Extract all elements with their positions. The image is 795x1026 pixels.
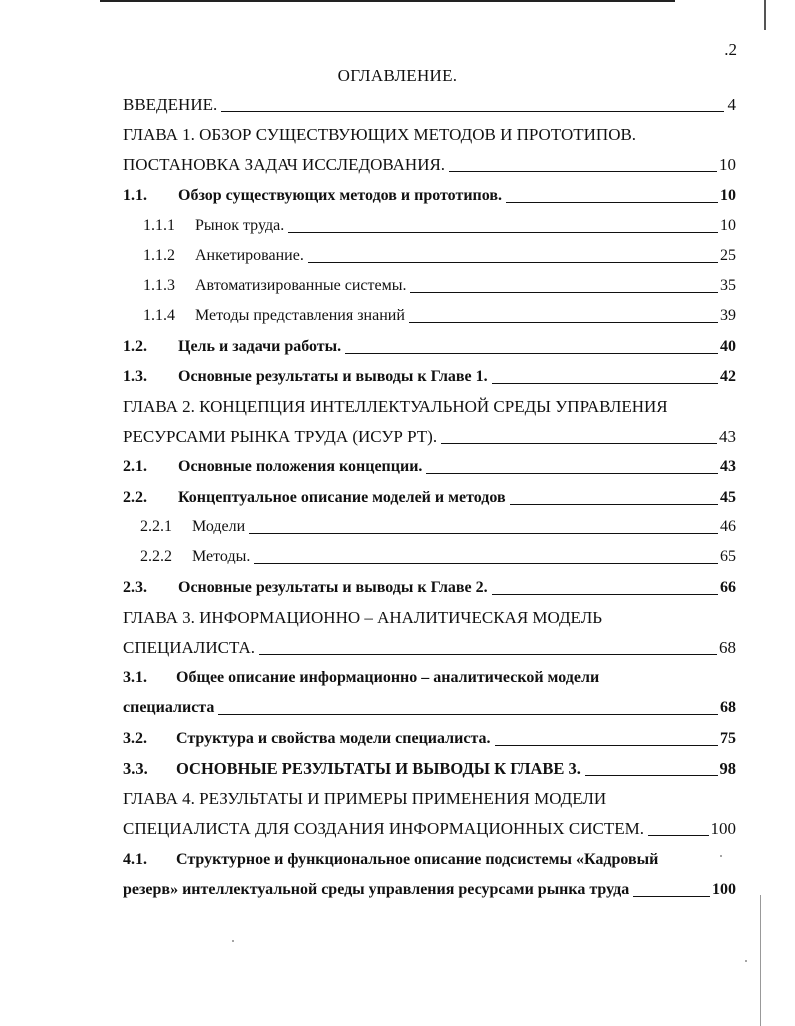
toc-page-number: 45 bbox=[720, 489, 736, 506]
toc-entry-chapter-1[interactable] bbox=[123, 155, 736, 175]
toc-entry-1-3[interactable] bbox=[123, 367, 736, 387]
section-number: 3.1. bbox=[123, 669, 147, 686]
toc-entry-2-2[interactable] bbox=[123, 488, 736, 508]
scan-speck bbox=[745, 960, 747, 962]
section-number: 2.2. bbox=[123, 489, 147, 506]
toc-page-number: 39 bbox=[720, 307, 736, 324]
toc-entry-intro[interactable] bbox=[123, 95, 736, 115]
toc-entry-2-1[interactable] bbox=[123, 457, 736, 477]
toc-page-number: 75 bbox=[720, 730, 736, 747]
dot-leader bbox=[259, 654, 717, 655]
toc-page-number: 10 bbox=[720, 217, 736, 234]
toc-entry-label: специалиста bbox=[123, 699, 215, 716]
toc-chapter-3-line1: ГЛАВА 3. ИНФОРМАЦИОННО – АНАЛИТИЧЕСКАЯ МОДЕЛЬ bbox=[123, 608, 602, 627]
toc-entry-label: Анкетирование. bbox=[195, 247, 304, 264]
dot-leader bbox=[426, 473, 718, 474]
dot-leader bbox=[409, 322, 718, 323]
section-number: 3.2. bbox=[123, 730, 147, 747]
section-number: 4.1. bbox=[123, 851, 147, 868]
dot-leader bbox=[218, 714, 718, 715]
toc-entry-label: РЕСУРСАМИ РЫНКА ТРУДА (ИСУР РТ). bbox=[123, 427, 438, 446]
top-rule bbox=[100, 0, 675, 2]
dot-leader bbox=[441, 443, 717, 444]
dot-leader bbox=[254, 563, 718, 564]
toc-entry-label: Автоматизированные системы. bbox=[195, 277, 407, 294]
toc-entry-3-1-line1 bbox=[123, 668, 599, 688]
toc-page-number: 10 bbox=[720, 187, 736, 204]
dot-leader bbox=[221, 111, 724, 112]
toc-page-number: 4 bbox=[727, 95, 736, 114]
toc-page-number: 68 bbox=[720, 699, 736, 716]
toc-entry-1-2[interactable] bbox=[123, 337, 736, 357]
dot-leader bbox=[648, 835, 708, 836]
toc-entry-1-1[interactable] bbox=[123, 186, 736, 206]
toc-page-number: 25 bbox=[720, 247, 736, 264]
toc-page-number: 10 bbox=[719, 155, 736, 174]
toc-entry-label: Структурное и функциональное описание подсистемы «Кадровый bbox=[176, 851, 659, 868]
toc-page-number: 35 bbox=[720, 277, 736, 294]
dot-leader bbox=[492, 594, 718, 595]
section-number: 3.3. bbox=[123, 759, 148, 778]
toc-entry-label: ПОСТАНОВКА ЗАДАЧ ИССЛЕДОВАНИЯ. bbox=[123, 155, 446, 174]
toc-entry-2-3[interactable] bbox=[123, 578, 736, 598]
dot-leader bbox=[633, 896, 710, 897]
toc-page-number: 66 bbox=[720, 579, 736, 596]
toc-entry-label: Основные положения концепции. bbox=[178, 458, 423, 475]
toc-chapter-4-line1: ГЛАВА 4. РЕЗУЛЬТАТЫ И ПРИМЕРЫ ПРИМЕНЕНИЯ МОДЕЛИ bbox=[123, 789, 607, 808]
dot-leader bbox=[345, 353, 718, 354]
toc-page-number: 46 bbox=[720, 518, 736, 535]
toc-entry-4-1-line1 bbox=[123, 850, 658, 870]
dot-leader bbox=[495, 745, 719, 746]
dot-leader bbox=[249, 533, 718, 534]
toc-entry-label: Обзор существующих методов и прототипов. bbox=[178, 187, 503, 204]
toc-page-number: 100 bbox=[712, 881, 736, 898]
page-number: .2 bbox=[724, 40, 737, 59]
dot-leader bbox=[506, 202, 718, 203]
toc-entry-label: СПЕЦИАЛИСТА. bbox=[123, 638, 256, 657]
toc-page-number: 98 bbox=[719, 759, 736, 778]
toc-entry-label: Модели bbox=[192, 518, 246, 535]
toc-entry-4-1[interactable] bbox=[123, 880, 736, 900]
toc-entry-3-1[interactable] bbox=[123, 698, 736, 718]
toc-entry-label: СПЕЦИАЛИСТА ДЛЯ СОЗДАНИЯ ИНФОРМАЦИОННЫХ СИСТЕМ. bbox=[123, 819, 645, 838]
toc-entry-chapter-2[interactable] bbox=[123, 427, 736, 447]
section-number: 2.2.2 bbox=[140, 548, 172, 565]
section-number: 1.1.4 bbox=[143, 307, 175, 324]
toc-entry-1-1-3[interactable] bbox=[143, 276, 736, 296]
page-title: ОГЛАВЛЕНИЕ. bbox=[337, 66, 458, 85]
section-number: 1.3. bbox=[123, 368, 147, 385]
toc-entry-label: Методы представления знаний bbox=[195, 307, 405, 324]
toc-entry-chapter-3[interactable] bbox=[123, 638, 736, 658]
toc-entry-2-2-1[interactable] bbox=[140, 517, 736, 537]
dot-leader bbox=[492, 383, 718, 384]
toc-chapter-1-line1: ГЛАВА 1. ОБЗОР СУЩЕСТВУЮЩИХ МЕТОДОВ И ПРОТОТИПОВ. bbox=[123, 125, 637, 144]
toc-page-number: 68 bbox=[719, 638, 736, 657]
dot-leader bbox=[510, 504, 718, 505]
scan-speck bbox=[720, 855, 722, 857]
toc-page-number: 40 bbox=[720, 338, 736, 355]
toc-entry-label: Цель и задачи работы. bbox=[178, 338, 342, 355]
toc-page-number: 100 bbox=[710, 819, 736, 838]
dot-leader bbox=[288, 232, 718, 233]
toc-entry-label: ОСНОВНЫЕ РЕЗУЛЬТАТЫ И ВЫВОДЫ К ГЛАВЕ 3. bbox=[176, 759, 581, 778]
toc-entry-label: Общее описание информационно – аналитической модели bbox=[176, 669, 600, 686]
toc-entry-1-1-1[interactable] bbox=[143, 216, 736, 236]
toc-entry-chapter-4[interactable] bbox=[123, 819, 736, 839]
scan-edge-line bbox=[760, 895, 761, 1026]
toc-entry-label: Методы. bbox=[192, 548, 251, 565]
section-number: 1.1. bbox=[123, 187, 147, 204]
dot-leader bbox=[308, 262, 718, 263]
toc-entry-3-3[interactable] bbox=[123, 759, 736, 779]
toc-entry-label: Основные результаты и выводы к Главе 2. bbox=[178, 579, 488, 596]
toc-entry-label: Структура и свойства модели специалиста. bbox=[176, 730, 491, 747]
toc-page-number: 43 bbox=[719, 427, 736, 446]
section-number: 1.1.2 bbox=[143, 247, 175, 264]
toc-entry-3-2[interactable] bbox=[123, 729, 736, 749]
section-number: 2.2.1 bbox=[140, 518, 172, 535]
dot-leader bbox=[585, 775, 718, 776]
section-number: 1.1.3 bbox=[143, 277, 175, 294]
dot-leader bbox=[410, 292, 718, 293]
scan-speck bbox=[232, 940, 234, 942]
toc-page-number: 42 bbox=[720, 368, 736, 385]
toc-chapter-2-line1: ГЛАВА 2. КОНЦЕПЦИЯ ИНТЕЛЛЕКТУАЛЬНОЙ СРЕДЫ УПРАВЛЕНИЯ bbox=[123, 397, 668, 416]
section-number: 1.1.1 bbox=[143, 217, 175, 234]
section-number: 2.3. bbox=[123, 579, 147, 596]
right-rule bbox=[764, 0, 766, 30]
toc-entry-label: Рынок труда. bbox=[195, 217, 285, 234]
toc-page-number: 65 bbox=[720, 548, 736, 565]
section-number: 1.2. bbox=[123, 338, 147, 355]
toc-entry-label: ВВЕДЕНИЕ. bbox=[123, 95, 218, 114]
toc-entry-2-2-2[interactable] bbox=[140, 547, 736, 567]
toc-entry-label: резерв» интеллектуальной среды управления ресурсами рынка труда bbox=[123, 881, 630, 898]
toc-page-number: 43 bbox=[720, 458, 736, 475]
toc-entry-label: Концептуальное описание моделей и методов bbox=[178, 489, 506, 506]
section-number: 2.1. bbox=[123, 458, 147, 475]
dot-leader bbox=[449, 171, 717, 172]
toc-entry-1-1-2[interactable] bbox=[143, 246, 736, 266]
toc-entry-label: Основные результаты и выводы к Главе 1. bbox=[178, 368, 488, 385]
toc-entry-1-1-4[interactable] bbox=[143, 306, 736, 326]
